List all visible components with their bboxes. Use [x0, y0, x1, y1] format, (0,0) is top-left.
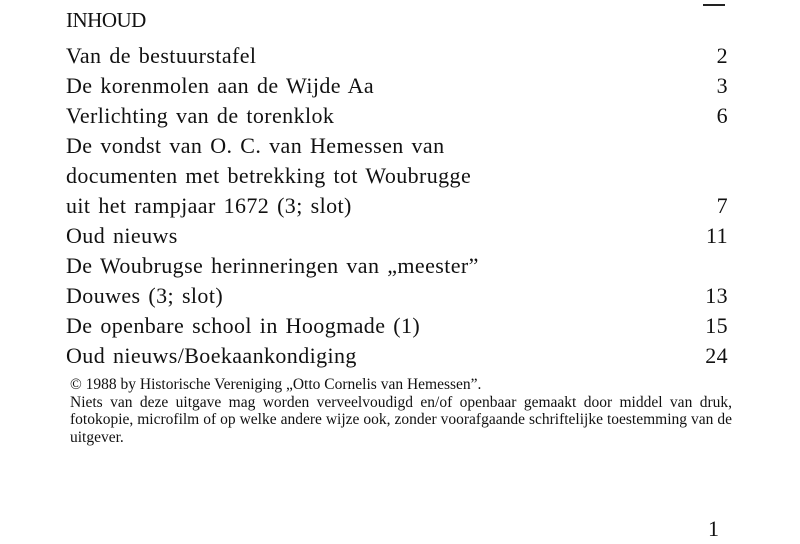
- table-of-contents: [66, 41, 728, 371]
- toc-entry-title: Verlichting van de torenklok: [66, 103, 335, 128]
- toc-entry-title: Oud nieuws: [66, 223, 178, 248]
- toc-entry-page: 2: [716, 43, 728, 68]
- toc-entry-title: De vondst van O. C. van Hemessen van documenten met betrekking tot Woubrugge uit het rampjaar 1672 (3; slot): [66, 133, 472, 218]
- toc-entry: [66, 71, 728, 101]
- copyright-line: © 1988 by Historische Vereniging „Otto Cornelis van Hemessen”.: [70, 376, 482, 393]
- rights-statement: Niets van deze uitgave mag worden verveelvoudigd en/of openbaar gemaakt door middel van druk, fotokopie, microfilm of op welke andere wijze ook, zonder voorafgaande schriftelijke toestemming van de uitgever.: [70, 393, 732, 446]
- toc-entry-title: Oud nieuws/Boekaankondiging: [66, 343, 357, 368]
- toc-entry-page: 11: [706, 223, 728, 248]
- toc-entry-title: De korenmolen aan de Wijde Aa: [66, 73, 375, 98]
- toc-entry-page: 7: [716, 193, 728, 218]
- toc-entry-page: 24: [705, 343, 728, 368]
- toc-entry-title: De Woubrugse herinneringen van „meester” Douwes (3; slot): [66, 253, 479, 308]
- toc-entry-page: 3: [716, 73, 728, 98]
- toc-entry-page: 15: [705, 313, 728, 338]
- toc-entry-page: 13: [705, 283, 728, 308]
- page-number: 1: [708, 516, 719, 541]
- toc-entry: [66, 131, 728, 221]
- toc-entry: [66, 221, 728, 251]
- toc-entry: [66, 251, 728, 311]
- toc-entry: [66, 341, 728, 371]
- copyright-notice: [70, 376, 732, 446]
- toc-entry: [66, 101, 728, 131]
- toc-entry-page: 6: [716, 103, 728, 128]
- toc-entry: [66, 311, 728, 341]
- toc-entry-title: Van de bestuurstafel: [66, 43, 257, 68]
- toc-entry-title: De openbare school in Hoogmade (1): [66, 313, 421, 338]
- page-title: INHOUD: [66, 8, 146, 32]
- header-rule: [703, 4, 725, 6]
- toc-entry: [66, 41, 728, 71]
